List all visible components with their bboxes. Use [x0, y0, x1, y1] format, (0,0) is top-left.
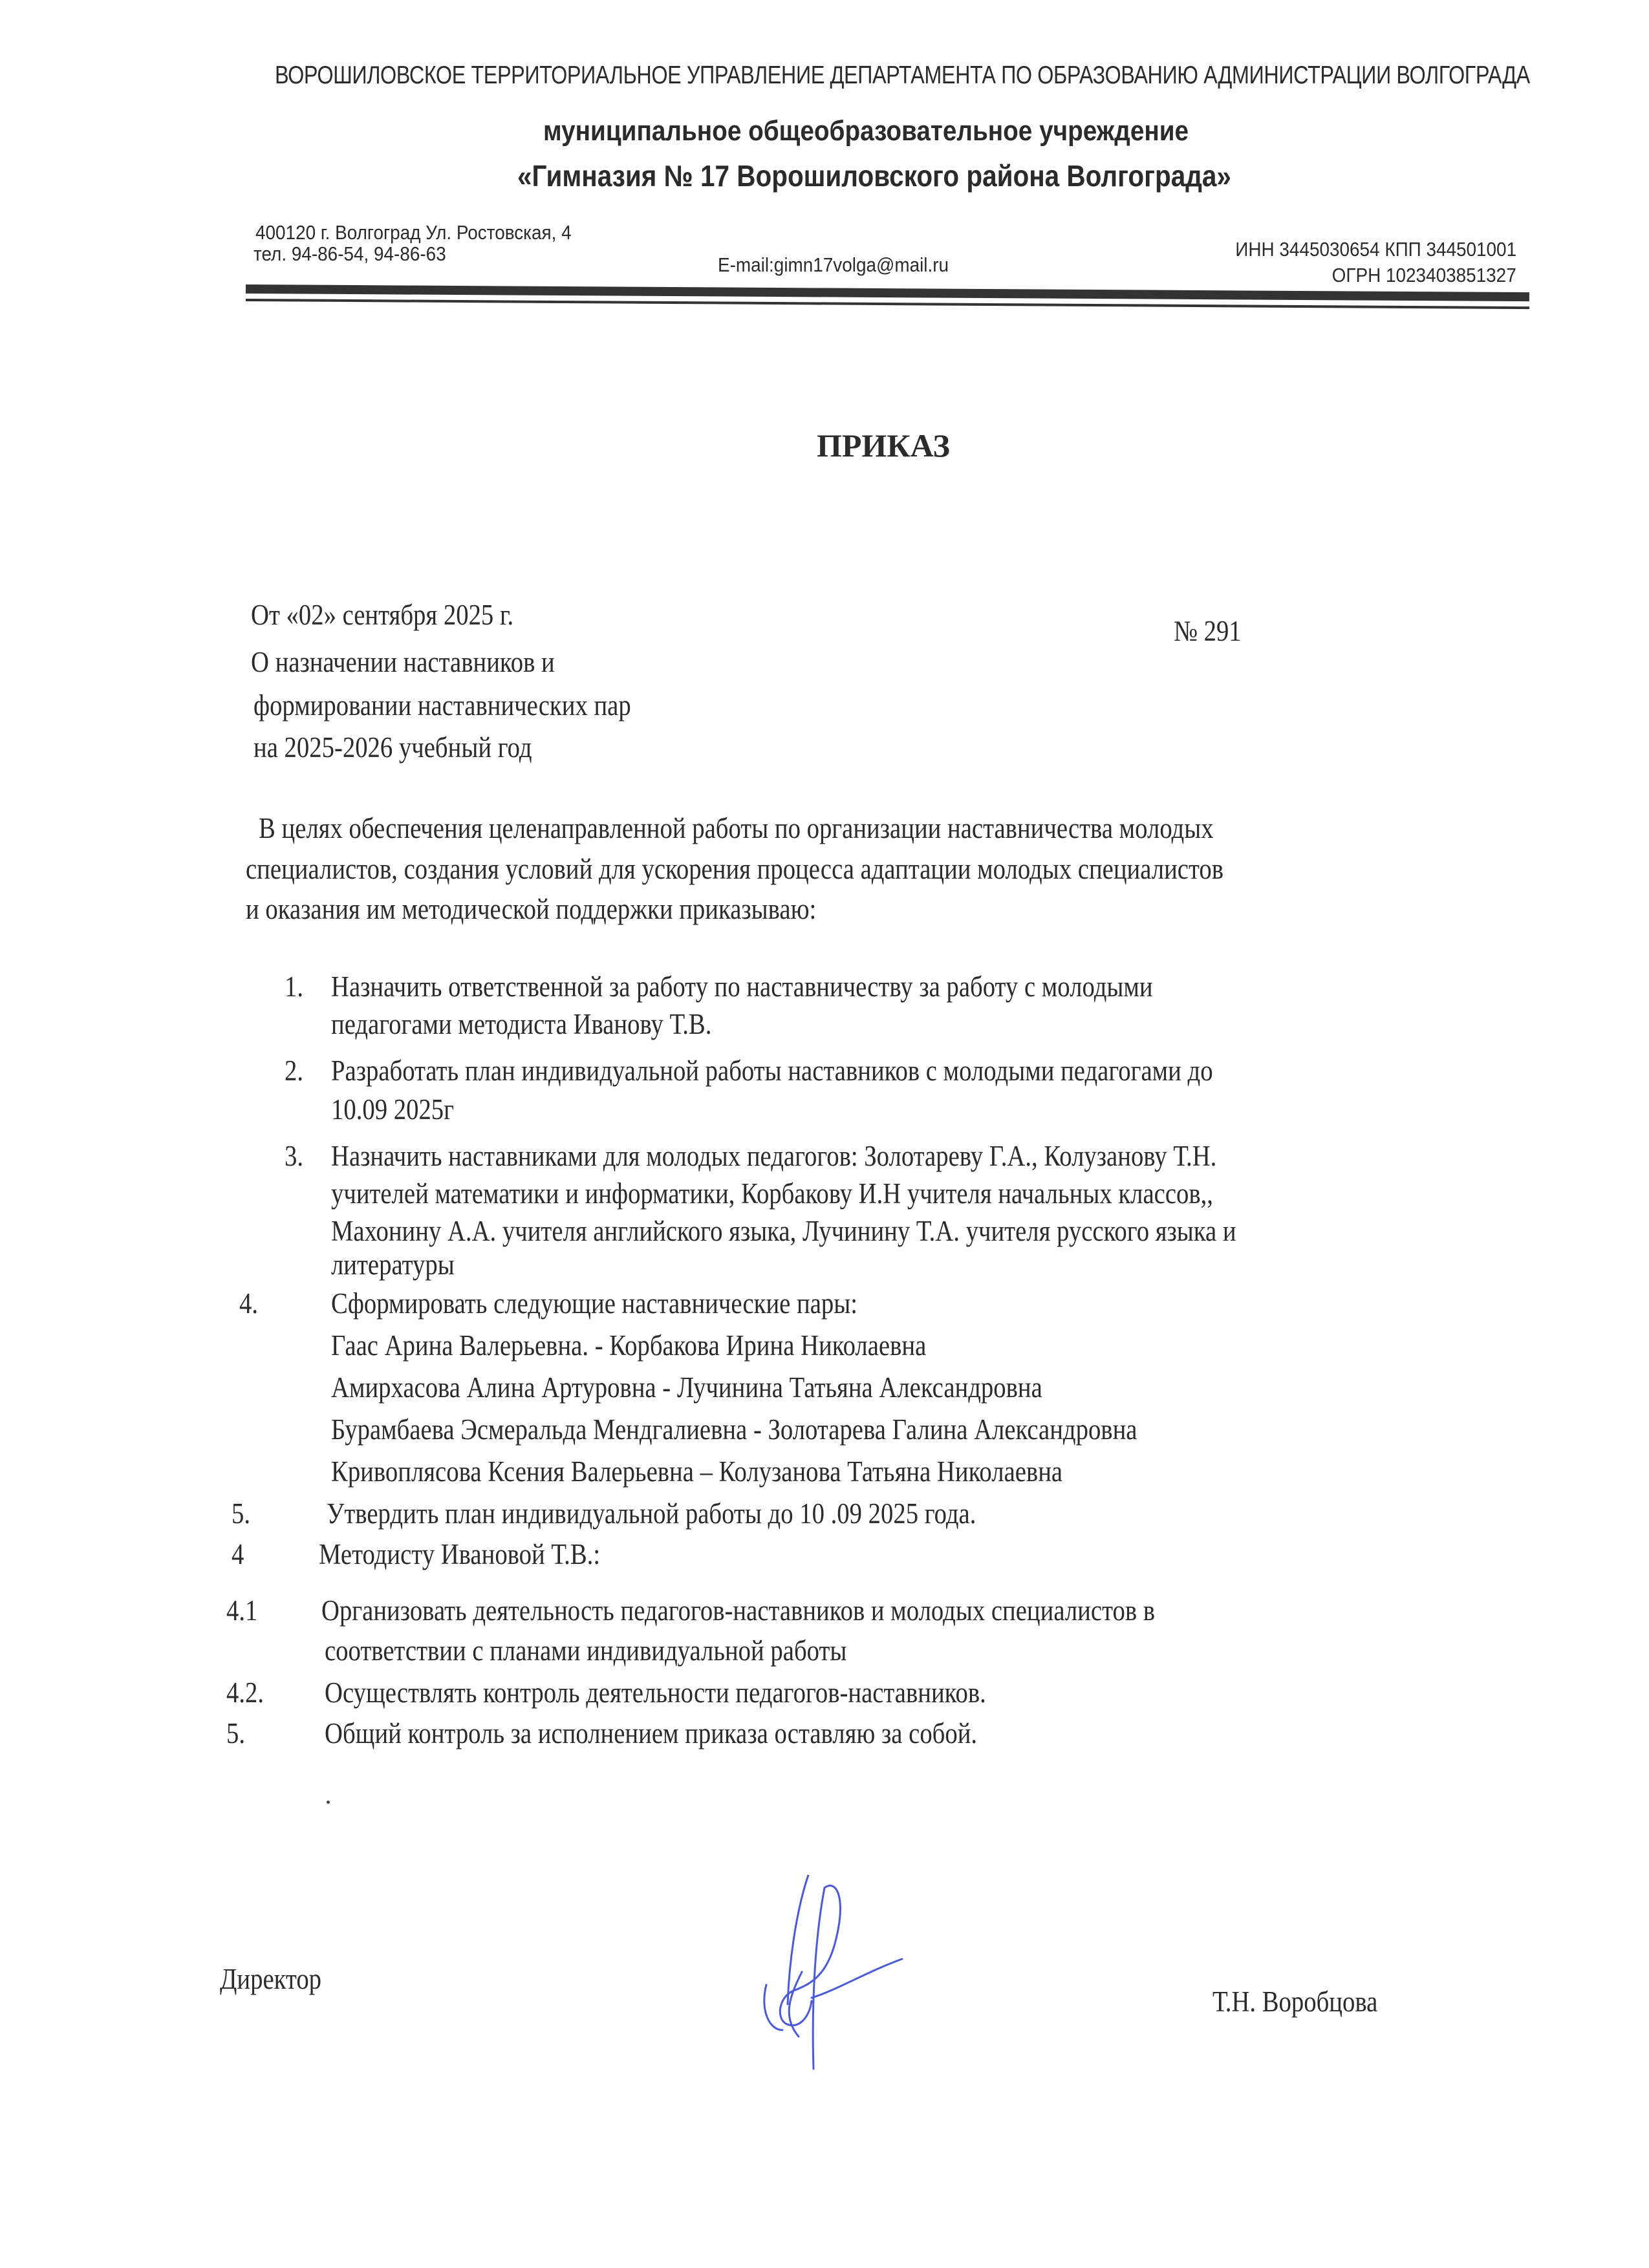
- item-line: учителей математики и информатики, Корбакову И.Н учителя начальных классов,,: [331, 1177, 1213, 1210]
- mentor-pair: Кривоплясова Ксения Валерьевна – Колузанова Татьяна Николаевна: [331, 1455, 1063, 1488]
- item-number: 5.: [226, 1717, 246, 1749]
- preamble-line: В целях обеспечения целенаправленной работы по организации наставничества молодых: [259, 812, 1214, 844]
- stray-dot: [327, 1801, 330, 1804]
- item-line: Утвердить план индивидуальной работы до 10 .09 2025 года.: [327, 1497, 976, 1530]
- mentor-pair: Бурамбаева Эсмеральда Мендгалиевна - Золотарева Галина Александровна: [331, 1413, 1137, 1446]
- item-line: педагогами методиста Иванову Т.В.: [331, 1008, 712, 1040]
- letterhead-email: E-mail:gimn17volga@mail.ru: [718, 253, 949, 276]
- item-line: литературы: [331, 1248, 455, 1281]
- item-line: Махонину А.А. учителя английского языка, Лучинину Т.А. учителя русского языка и: [331, 1215, 1236, 1247]
- item-number: 3.: [285, 1140, 304, 1172]
- document-subject-line: на 2025-2026 учебный год: [253, 731, 532, 764]
- document-subject-line: О назначении наставников и: [251, 646, 555, 678]
- letterhead-phone: тел. 94-86-54, 94-86-63: [253, 242, 446, 265]
- item-line: Сформировать следующие наставнические пары:: [331, 1287, 858, 1320]
- mentor-pair: Гаас Арина Валерьевна. - Корбакова Ирина Николаевна: [331, 1329, 927, 1362]
- letterhead-institution-name: «Гимназия № 17 Ворошиловского района Волгограда»: [517, 159, 1231, 193]
- item-number: 2.: [285, 1054, 304, 1087]
- document-subject-line: формировании наставнических пар: [253, 689, 631, 722]
- handwritten-signature: [763, 1875, 1009, 2108]
- letterhead-inn-kpp: ИНН 3445030654 КПП 344501001: [1235, 238, 1516, 261]
- preamble-line: и оказания им методической поддержки приказываю:: [246, 893, 817, 925]
- item-line: Организовать деятельность педагогов-наставников и молодых специалистов в: [321, 1594, 1156, 1627]
- item-line: Общий контроль за исполнением приказа оставляю за собой.: [325, 1717, 978, 1749]
- letterhead-ogrn: ОГРН 1023403851327: [1331, 264, 1516, 286]
- signatory-position: Директор: [220, 1963, 322, 1995]
- item-number: 5.: [232, 1497, 251, 1530]
- item-line: соответствии с планами индивидуальной работы: [325, 1634, 847, 1667]
- item-line: Методисту Ивановой Т.В.:: [319, 1538, 601, 1570]
- item-number: 4.2.: [226, 1676, 264, 1709]
- item-line: 10.09 2025г: [331, 1093, 455, 1126]
- item-number: 4: [232, 1538, 244, 1570]
- letterhead-institution-type: муниципальное общеобразовательное учреждение: [543, 115, 1189, 147]
- item-line: Разработать план индивидуальной работы наставников с молодыми педагогами до: [331, 1054, 1213, 1087]
- letterhead-authority: ВОРОШИЛОВСКОЕ ТЕРРИТОРИАЛЬНОЕ УПРАВЛЕНИЕ ДЕПАРТАМЕНТА ПО ОБРАЗОВАНИЮ АДМИНИСТРАЦИИ ВОЛГОГРАДА: [275, 61, 1530, 89]
- preamble-line: специалистов, создания условий для ускорения процесса адаптации молодых специалистов: [246, 853, 1224, 885]
- item-number: 4.1: [226, 1594, 258, 1627]
- item-line: Назначить наставниками для молодых педагогов: Золотареву Г.А., Колузанову Т.Н.: [331, 1140, 1217, 1172]
- document-title: ПРИКАЗ: [817, 427, 950, 464]
- item-line: Назначить ответственной за работу по наставничеству за работу с молодыми: [331, 970, 1153, 1003]
- item-line: Осуществлять контроль деятельности педагогов-наставников.: [325, 1676, 986, 1709]
- document-number: № 291: [1174, 615, 1242, 647]
- item-number: 4.: [239, 1287, 259, 1320]
- mentor-pair: Амирхасова Алина Артуровна - Лучинина Татьяна Александровна: [331, 1371, 1042, 1404]
- document-date: От «02» сентября 2025 г.: [251, 599, 514, 631]
- signatory-name: Т.Н. Воробцова: [1212, 1985, 1378, 2018]
- letterhead-address: 400120 г. Волгоград Ул. Ростовская, 4: [255, 221, 572, 244]
- letterhead-rule-thin: [246, 299, 1529, 309]
- item-number: 1.: [285, 970, 304, 1003]
